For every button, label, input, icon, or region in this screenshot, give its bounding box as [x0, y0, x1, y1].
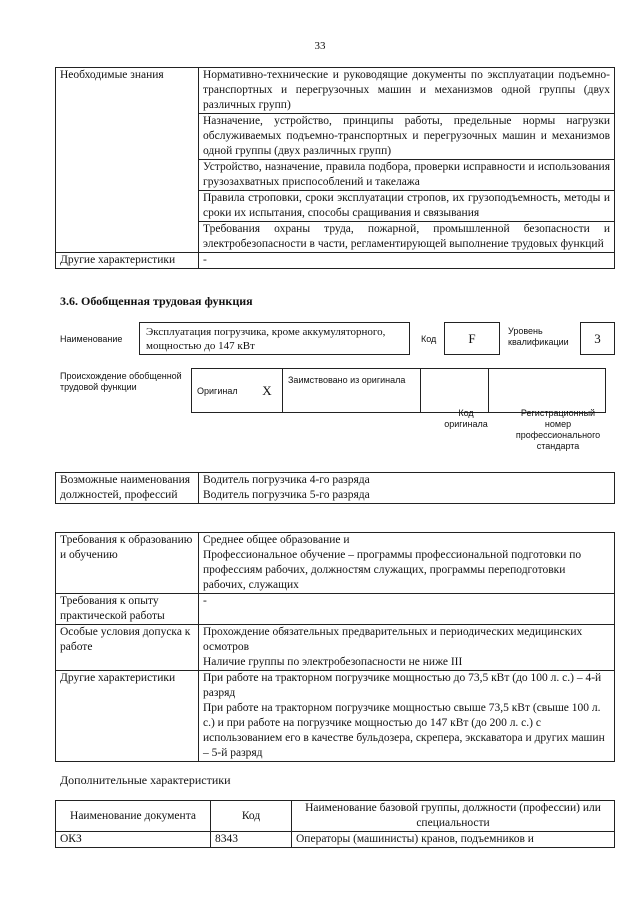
table-row [56, 473, 615, 504]
education-item: Профессиональное обучение – программы профессиональной подготовки по профессиям рабочих, должностям служащих, программы переподготовки рабочих, служащих [203, 549, 582, 591]
function-name-box: Эксплуатация погрузчика, кроме аккумуляторного, мощностью до 147 кВт [139, 322, 410, 355]
table-row [56, 253, 615, 269]
table-row [56, 625, 615, 671]
positions-values [199, 473, 615, 504]
table-row [192, 369, 606, 413]
other-characteristics-value: - [199, 253, 615, 269]
positions-table [55, 472, 615, 504]
code-box: F [444, 322, 500, 355]
origin-table [191, 368, 606, 413]
knowledge-item: Требования охраны труда, пожарной, промышленной безопасности и электробезопасности в части, регламентирующей выполнение трудовых функций [199, 222, 615, 253]
code-cell: 8343 [211, 832, 292, 848]
knowledge-item: Правила строповки, сроки эксплуатации стропов, их грузоподъемность, методы и сроки их испытания, способы сращивания и связывания [199, 191, 615, 222]
origin-label: Происхождение обобщенной трудовой функции [60, 371, 182, 392]
column-header: Наименование документа [56, 801, 211, 832]
conditions-label: Особые условия допуска к работе [56, 625, 199, 671]
education-values [199, 533, 615, 594]
position-item: Водитель погрузчика 5-го разряда [203, 489, 370, 501]
table-row [56, 533, 615, 594]
table-row [56, 68, 615, 114]
knowledge-table [55, 67, 615, 269]
education-label: Требования к образованию и обучению [56, 533, 199, 594]
education-item: Среднее общее образование и [203, 534, 350, 546]
conditions-values [199, 625, 615, 671]
condition-item: Прохождение обязательных предварительных и периодических медицинских осмотров [203, 626, 583, 653]
requirements-table [55, 532, 615, 762]
position-item: Водитель погрузчика 4-го разряда [203, 474, 370, 486]
other-item: При работе на тракторном погрузчике мощностью до 73,5 кВт (до 100 л. с.) – 4-й разряд [203, 672, 602, 699]
table-row [56, 832, 615, 848]
code-label: Код [421, 334, 437, 344]
registration-number-cell [489, 369, 606, 413]
page-number: 33 [314, 40, 326, 52]
table-row [56, 671, 615, 762]
original-label: Оригинал [192, 369, 253, 413]
table-header-row [56, 801, 615, 832]
borrowed-label: Заимствовано из оригинала [283, 369, 421, 413]
knowledge-item: Устройство, назначение, правила подбора, проверки исправности и использования грузозахватных приспособлений и такелажа [199, 160, 615, 191]
section-heading: 3.6. Обобщенная трудовая функция [60, 294, 253, 308]
registration-number-caption: Регистрационный номер профессионального стандарта [515, 408, 601, 451]
other-characteristics-label: Другие характеристики [56, 671, 199, 762]
column-header: Наименование базовой группы, должности (профессии) или специальности [292, 801, 615, 832]
condition-item: Наличие группы по электробезопасности не ниже III [203, 656, 463, 668]
positions-label: Возможные наименования должностей, профессий [56, 473, 199, 504]
experience-label: Требования к опыту практической работы [56, 594, 199, 625]
original-code-cell [421, 369, 489, 413]
other-item: При работе на тракторном погрузчике мощностью свыше 73,5 кВт (свыше 100 л. с.) и при работе на погрузчике мощностью до 147 кВт (до 200 л. с.) с использованием его в качестве бульдозера, скрепера, экскаватора и других машин – 5-й разряд [203, 702, 605, 759]
table-row [56, 594, 615, 625]
level-box: 3 [580, 322, 615, 355]
experience-value: - [199, 594, 615, 625]
other-characteristics-values [199, 671, 615, 762]
column-header: Код [211, 801, 292, 832]
extra-characteristics-table [55, 800, 615, 848]
knowledge-label: Необходимые знания [56, 68, 199, 253]
name-label: Наименование [60, 334, 123, 344]
level-label: Уровень квалификации [508, 326, 569, 347]
extra-characteristics-heading: Дополнительные характеристики [60, 773, 231, 787]
original-mark: X [252, 369, 283, 413]
original-code-caption: Код оригинала [444, 408, 488, 429]
group-name-cell: Операторы (машинисты) кранов, подъемников и [292, 832, 615, 848]
knowledge-item: Назначение, устройство, принципы работы, предельные нормы нагрузки обслуживаемых подъемно-транспортных и перегрузочных машин и механизмов одной группы (двух различных групп) [199, 114, 615, 160]
knowledge-item: Нормативно-технические и руководящие документы по эксплуатации подъемно-транспортных и перегрузочных машин и механизмов одной группы (двух различных групп) [199, 68, 615, 114]
document-cell: ОКЗ [56, 832, 211, 848]
other-characteristics-label: Другие характеристики [56, 253, 199, 269]
